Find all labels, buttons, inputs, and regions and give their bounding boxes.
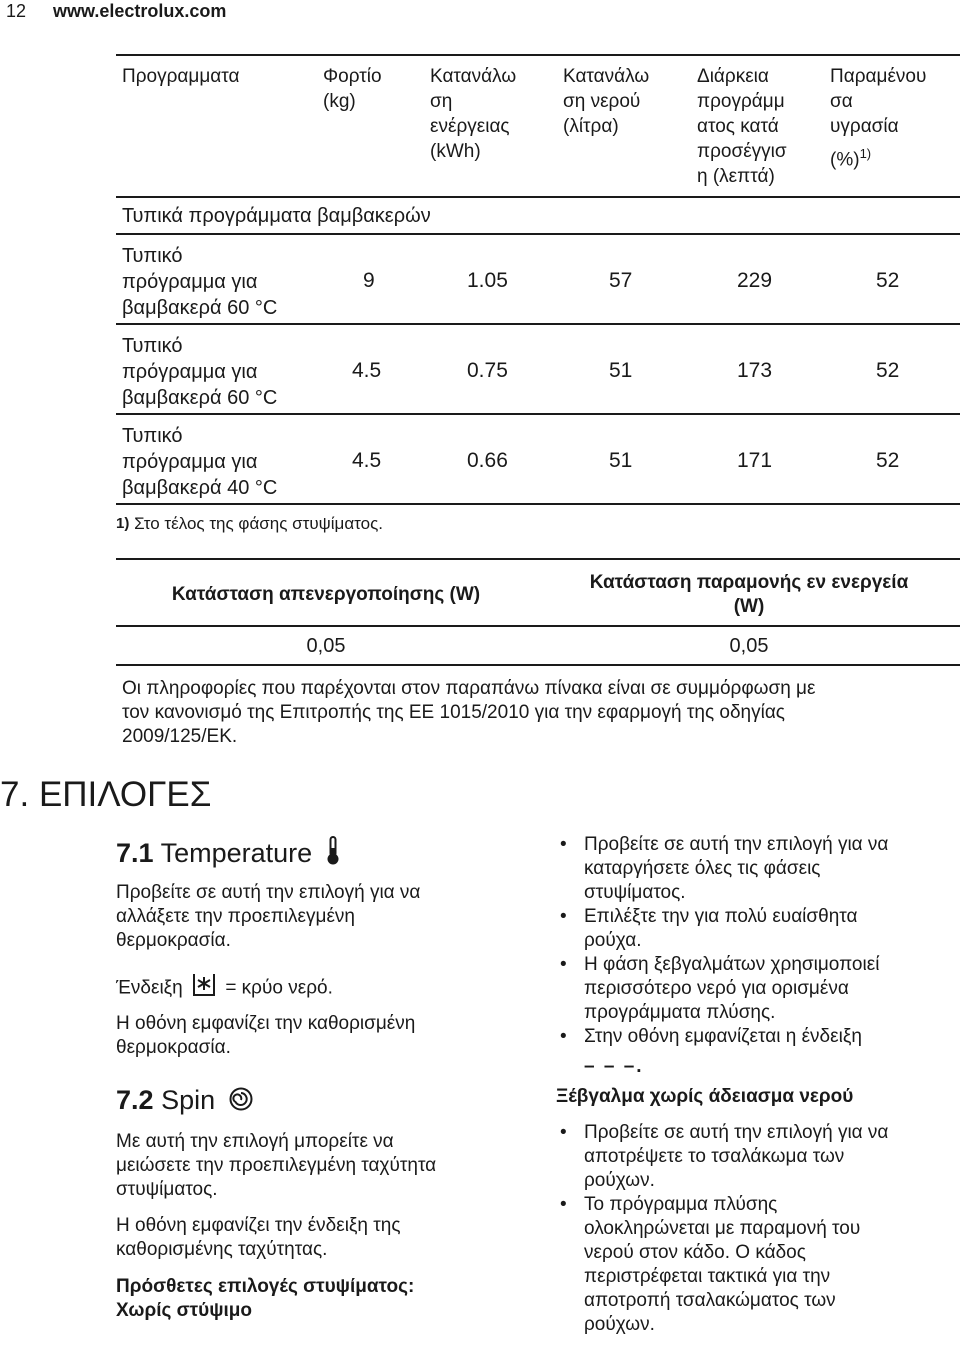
table-row-name: Τυπικό πρόγραμμα για βαμβακερά 60 °C — [122, 245, 278, 319]
table-row-name: Τυπικό πρόγραμμα για βαμβακερά 40 °C — [122, 425, 278, 499]
compliance-note: Οι πληροφορίες που παρέχονται στον παραπάνω πίνακα είναι σε συμμόρφωση με τον κανονισμό της Επιτροπής της ΕΕ 1015/2010 για την εφαρμογή της οδηγίας 2009/125/ΕΚ. — [122, 678, 816, 747]
row1-energy: 1.05 — [467, 269, 508, 292]
spin-icon — [229, 1085, 253, 1119]
list-item: • Προβείτε σε αυτή την επιλογή για να αποτρέψετε το τσαλάκωμα των ρούχων. — [556, 1121, 956, 1193]
temperature-indicator: Ένδειξη = κρύο νερό. — [116, 973, 333, 1004]
page-number: 12 — [6, 1, 27, 21]
row3-energy: 0.66 — [467, 449, 508, 472]
list-item: • Προβείτε σε αυτή την επιλογή για να καταργήσετε όλες τις φάσεις στυψίματος. — [556, 833, 956, 905]
group-rule — [116, 233, 960, 235]
table-bottom-rule — [116, 503, 960, 505]
row2-energy: 0.75 — [467, 359, 508, 382]
row3-duration: 171 — [737, 449, 773, 472]
temperature-heading: 7.1 Temperature — [116, 836, 340, 874]
table-top-rule — [116, 54, 960, 56]
group-title: Τυπικά προγράμματα βαμβακερών — [122, 205, 431, 227]
list-item: • Επιλέξτε την για πολύ ευαίσθητα ρούχα. — [556, 905, 956, 953]
row1-water: 57 — [609, 269, 633, 292]
spin-extra-title: Πρόσθετες επιλογές στυψίματος: Χωρίς στύψιμο — [116, 1276, 415, 1321]
row1-duration: 229 — [737, 269, 773, 292]
col-header-programs: Προγραμματα — [122, 66, 240, 87]
power-bottom-rule — [116, 664, 960, 666]
list-item: • Η φάση ξεβγαλμάτων χρησιμοποιεί περισσότερο νερό για ορισμένα προγράμματα πλύσης. — [556, 953, 956, 1025]
temperature-display-note: Η οθόνη εμφανίζει την καθορισμένη θερμοκρασία. — [116, 1013, 416, 1058]
row1-moisture: 52 — [876, 269, 900, 292]
rinse-hold-bullets — [556, 1121, 956, 1337]
spin-display-note: Η οθόνη εμφανίζει την ένδειξη της καθορισμένης ταχύτητας. — [116, 1215, 401, 1260]
row2-load: 4.5 — [352, 359, 382, 382]
power-top-rule — [116, 558, 960, 560]
row3-water: 51 — [609, 449, 633, 472]
header-bottom-rule — [116, 196, 960, 198]
standby-header: Κατάσταση παραμονής εν ενεργεία (W) — [589, 572, 909, 617]
rinse-hold-title: Ξέβγαλμα χωρίς άδειασμα νερού — [556, 1086, 854, 1107]
right-column — [556, 833, 956, 1337]
col-header-water: Κατανάλω ση νερού (λίτρα) — [563, 66, 650, 137]
power-mid-rule — [116, 625, 960, 627]
spin-heading: 7.2 Spin — [116, 1083, 253, 1119]
no-spin-bullets — [556, 833, 956, 1079]
cold-water-icon — [192, 973, 216, 1004]
row-rule — [116, 413, 960, 415]
list-item: • Το πρόγραμμα πλύσης ολοκληρώνεται με παραμονή του νερού στον κάδο. Ο κάδος περιστρέφεται τακτικά για την αποτροπή τσαλακώματος των ρούχων. — [556, 1193, 956, 1337]
row-rule — [116, 323, 960, 325]
row3-moisture: 52 — [876, 449, 900, 472]
row2-duration: 173 — [737, 359, 773, 382]
table-footnote: 1) Στο τέλος της φάσης στυψίματος. — [116, 514, 384, 533]
thermometer-icon — [326, 836, 340, 874]
temperature-description: Προβείτε σε αυτή την επιλογή για να αλλάξετε την προεπιλεγμένη θερμοκρασία. — [116, 882, 421, 951]
list-item: • Στην οθόνη εμφανίζεται η ένδειξη – – –. — [556, 1025, 956, 1079]
row3-load: 4.5 — [352, 449, 382, 472]
spin-description: Με αυτή την επιλογή μπορείτε να μειώσετε την προεπιλεγμένη ταχύτητα στυψίματος. — [116, 1131, 437, 1200]
col-header-duration: Διάρκεια προγράμμ ατος κατά προσέγγισ η (λεπτά) — [697, 66, 787, 187]
row2-water: 51 — [609, 359, 633, 382]
col-header-energy: Κατανάλω ση ενέργειας (kWh) — [430, 66, 517, 162]
col-header-moisture: Παραμένου σα υγρασία (%)$^{1)}$ — [830, 66, 927, 171]
site-url: www.electrolux.com — [53, 1, 227, 21]
section-heading: 7. ΕΠΙΛΟΓΕΣ — [0, 775, 212, 814]
row2-moisture: 52 — [876, 359, 900, 382]
standby-value: 0,05 — [729, 635, 769, 657]
row1-load: 9 — [363, 269, 375, 292]
col-header-load: Φορτίο (kg) — [323, 66, 382, 112]
dash-indicator: – – –. — [584, 1056, 644, 1077]
off-mode-header: Κατάσταση απενεργοποίησης (W) — [171, 584, 481, 605]
off-mode-value: 0,05 — [306, 635, 346, 657]
page-header — [6, 0, 226, 22]
table-row-name: Τυπικό πρόγραμμα για βαμβακερά 60 °C — [122, 335, 278, 409]
footnote-mark: 1) — [859, 146, 872, 161]
